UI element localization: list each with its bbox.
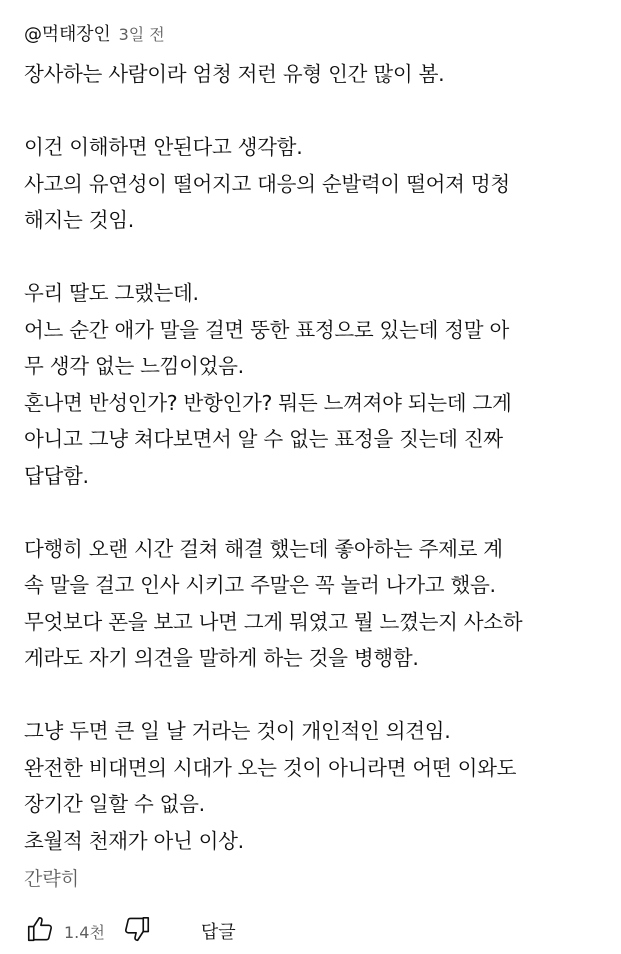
- comment-line: 무 생각 없는 느낌이었음.: [24, 354, 244, 378]
- comment-line: 어느 순간 애가 말을 걸면 뚱한 표정으로 있는데 정말 아: [24, 317, 510, 342]
- thumbs-up-icon: [25, 914, 55, 948]
- like-button[interactable]: [24, 915, 56, 947]
- collapse-button[interactable]: 간략히: [24, 868, 80, 890]
- comment-line: 혼나면 반성인가? 반항인가? 뭐든 느껴져야 되는데 그게: [24, 390, 512, 415]
- comment-line: 게라도 자기 의견을 말하게 하는 것을 병행함.: [24, 646, 419, 670]
- comment-line: 완전한 비대면의 시대가 오는 것이 아니라면 어떤 이와도: [24, 755, 517, 780]
- comment-line: 해지는 것임.: [24, 208, 134, 232]
- dislike-button[interactable]: [121, 915, 153, 947]
- author-name[interactable]: @먹태장인: [24, 24, 111, 45]
- comment-line: 사고의 유연성이 떨어지고 대응의 순발력이 떨어져 멍청: [24, 171, 510, 196]
- like-count: 1.4천: [64, 922, 105, 942]
- comment-line-blank: [24, 494, 601, 531]
- comment-time[interactable]: 3일 전: [118, 25, 165, 44]
- comment-line: 무엇보다 폰을 보고 나면 그게 뭐였고 뭘 느꼈는지 사소하: [24, 609, 523, 634]
- comment-line: 장사하는 사람이라 엄청 저런 유형 인간 많이 봄.: [24, 62, 445, 86]
- comment-line: 다행히 오랜 시간 걸쳐 해결 했는데 좋아하는 주제로 계: [24, 536, 503, 561]
- comment-line-blank: [24, 677, 601, 714]
- comment-line: 장기간 일할 수 없음.: [24, 792, 205, 816]
- comment-line-blank: [24, 93, 601, 130]
- comment-header: [24, 20, 601, 50]
- comment-line: 이건 이해하면 안된다고 생각함.: [24, 135, 303, 159]
- comment-text: [24, 56, 601, 859]
- reply-button[interactable]: 답글: [200, 922, 236, 943]
- comment-line: 아니고 그냥 쳐다보면서 알 수 없는 표정을 짓는데 진짜: [24, 427, 503, 451]
- comment-line: 그냥 두면 큰 일 날 거라는 것이 개인적인 의견임.: [24, 719, 451, 743]
- comment-line: 우리 딸도 그랬는데.: [24, 281, 199, 305]
- comment-line: 속 말을 걸고 인사 시키고 주말은 꼭 놀러 나가고 했음.: [24, 573, 496, 597]
- comment-line-blank: [24, 239, 601, 276]
- comment-line: 답답함.: [24, 463, 89, 488]
- comment-actions: [24, 913, 601, 949]
- thumbs-down-icon: [122, 914, 152, 948]
- comment-line: 초월적 천재가 아닌 이상.: [24, 828, 244, 853]
